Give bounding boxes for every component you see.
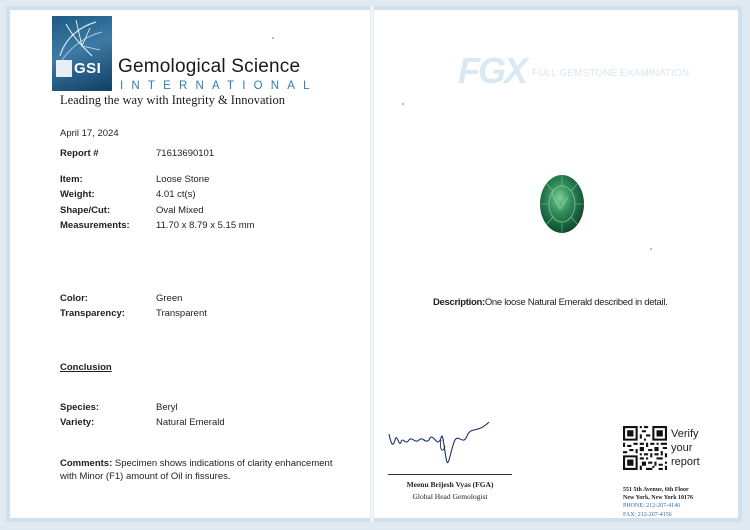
paper-speck <box>272 37 274 39</box>
weight-value: 4.01 ct(s) <box>156 189 196 200</box>
description-line <box>433 297 667 308</box>
color-label: Color: <box>60 293 88 304</box>
weight-label: Weight: <box>60 189 95 200</box>
description-text: One loose Natural Emerald described in detail. <box>484 297 668 308</box>
address-fax: FAX: 212-207-4156 <box>623 511 672 518</box>
shape-value: Oval Mixed <box>156 205 204 216</box>
logo-swirl-icon <box>52 16 112 91</box>
fgx-watermark: FGX <box>458 50 527 91</box>
verify-line-1: Verify <box>671 428 699 440</box>
address-phone: PHONE: 212-207-4140 <box>623 503 681 510</box>
variety-value: Natural Emerald <box>156 417 225 428</box>
measurements-label: Measurements: <box>60 220 130 231</box>
variety-label: Variety: <box>60 417 95 428</box>
qr-code-icon[interactable] <box>623 426 667 470</box>
item-value: Loose Stone <box>156 174 210 185</box>
comments-text: Specimen shows indications of clarity enhancement with Minor (F1) amount of Oil in fissures. <box>60 458 333 482</box>
color-value: Green <box>156 293 183 304</box>
shape-label: Shape/Cut: <box>60 205 111 216</box>
gsi-logo-icon <box>52 16 112 91</box>
brand-sub: INTERNATIONAL <box>120 80 318 92</box>
verify-report-link[interactable] <box>671 427 700 469</box>
fgx-subtitle: FULL GEMSTONE EXAMINATION <box>532 68 690 79</box>
transparency-label: Transparency: <box>60 308 125 319</box>
signature-icon <box>385 418 495 473</box>
report-number-label: Report # <box>60 148 99 159</box>
paper-speck <box>650 248 652 250</box>
address-line-1: 551 5th Avenue, 6th Floor <box>623 487 689 493</box>
measurements-value: 11.70 x 8.79 x 5.15 mm <box>156 220 255 231</box>
emerald-gem-icon <box>538 173 586 235</box>
address-line-2: New York, New York 10176 <box>623 495 694 502</box>
logo-text: GSI <box>74 60 102 77</box>
signer-name: Meenu Brijesh Vyas (FGA) <box>406 480 494 489</box>
brand-tagline: Leading the way with Integrity & Innovation <box>60 93 285 107</box>
verify-line-2: your <box>671 442 693 454</box>
report-date: April 17, 2024 <box>60 128 119 139</box>
address-block <box>623 486 693 519</box>
paper-speck <box>402 103 404 105</box>
signature-line <box>388 474 512 475</box>
brand-name: Gemological Science <box>118 56 301 77</box>
species-label: Species: <box>60 402 100 413</box>
signer-title: Global Head Gemologist <box>412 492 488 501</box>
comments-block <box>60 457 345 483</box>
report-number-value: 71613690101 <box>156 148 215 159</box>
logo-bar <box>56 60 72 77</box>
center-fold <box>370 6 374 522</box>
comments-label: Comments: <box>60 458 113 469</box>
species-value: Beryl <box>156 402 178 413</box>
conclusion-heading: Conclusion <box>60 362 112 373</box>
transparency-value: Transparent <box>156 308 207 319</box>
description-label: Description: <box>433 297 485 308</box>
verify-line-3: report <box>671 456 700 468</box>
item-label: Item: <box>60 174 83 185</box>
